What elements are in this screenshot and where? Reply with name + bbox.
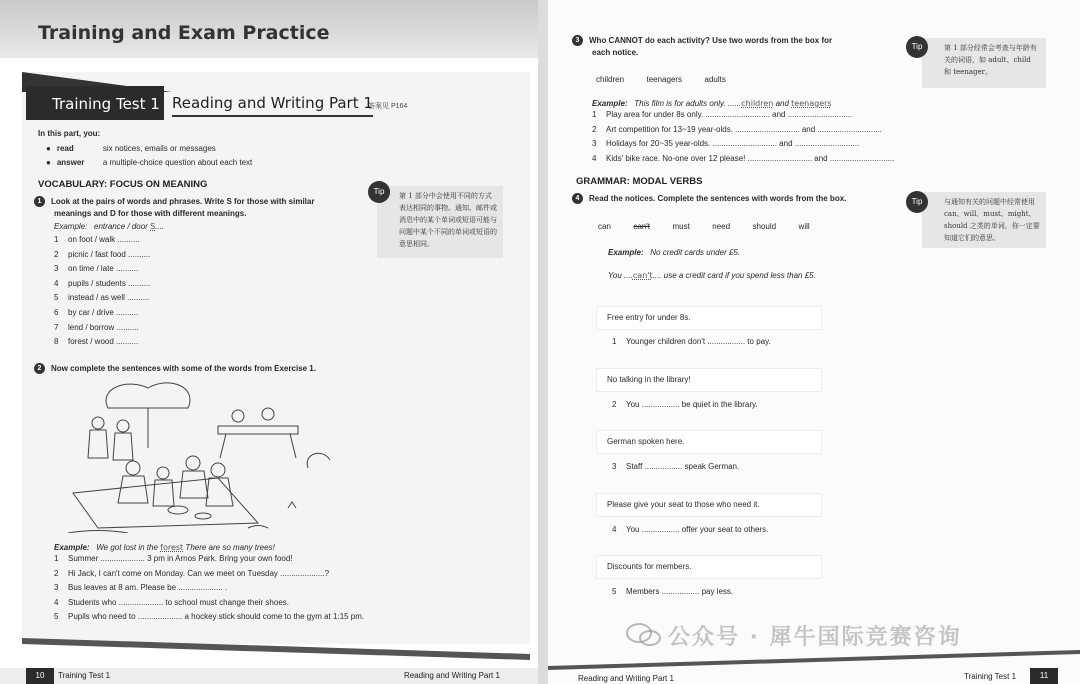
list-item: 5 Pupils who need to .................... a hockey stick should come to the gym at 1:15 pm. bbox=[54, 612, 365, 622]
notice-box: German spoken here. bbox=[596, 430, 822, 454]
list-item: 3 Staff ................. speak German. bbox=[612, 462, 740, 471]
vocab-heading: VOCABULARY: FOCUS ON MEANING bbox=[38, 179, 208, 190]
box-bottom-slant bbox=[22, 630, 530, 660]
tip-box: 与通知有关的问题中经常使用 can、will、must、might、should 之类的单词，你一定要知道它们的意思。 bbox=[922, 192, 1046, 248]
footer-left-text: Reading and Writing Part 1 bbox=[578, 674, 674, 683]
list-item: 8 forest / wood .......... bbox=[54, 337, 139, 347]
word-option: adults bbox=[704, 75, 726, 84]
footer-right-text: Training Test 1 bbox=[964, 672, 1017, 681]
word-option: teenagers bbox=[646, 75, 683, 84]
tip-badge: Tip bbox=[906, 191, 928, 213]
example-line: Example: entrance / door S.... bbox=[54, 222, 165, 231]
right-page bbox=[548, 0, 1080, 684]
example-answer: forest bbox=[160, 543, 184, 552]
tip-badge: Tip bbox=[368, 181, 390, 203]
intro-section bbox=[38, 127, 252, 171]
example-answer: S bbox=[150, 222, 156, 231]
list-item: 2 Art competition for 13~19 year-olds. ............................. and ............................. bbox=[592, 124, 882, 134]
tip-badge: Tip bbox=[906, 36, 928, 58]
word-option: will bbox=[798, 222, 810, 231]
exercise-number: 3 bbox=[572, 35, 583, 46]
list-item: 4 Students who .................... to school must change their shoes. bbox=[54, 597, 289, 607]
list-item: 1 Younger children don't ................. to pay. bbox=[612, 337, 771, 346]
page-header-title: Training and Exam Practice bbox=[38, 22, 330, 44]
word-option: must bbox=[672, 222, 690, 231]
word-option-used: can't bbox=[633, 222, 651, 231]
list-item: 4 pupils / students .......... bbox=[54, 278, 151, 288]
vocab-list bbox=[34, 235, 354, 352]
tip-box: 第 1 部分中会使用不同的方式表达相同的事物。通知、邮件或消息中的某个单词或短语可能与问题中某个不同的单词或短语的意思相同。 bbox=[377, 186, 503, 258]
footer-left-text: Training Test 1 bbox=[58, 671, 111, 680]
exercise-4-example: Example: No credit cards under £5. You ....can't.... use a credit card if you spend less than £5. bbox=[608, 248, 816, 280]
word-box bbox=[596, 69, 902, 87]
exercise-2 bbox=[54, 543, 514, 627]
list-item: 4 You ................. offer your seat to others. bbox=[612, 525, 769, 534]
list-item: 5 instead / as well .......... bbox=[54, 293, 150, 303]
word-option: children bbox=[596, 75, 625, 84]
exercise-3: 3 Who CANNOT do each activity? Use two words from the box for each notice. children teenagers adults Example: This film is for adults only. ......children and teenagers 1 Play area for under 8s only. ............................. and ............................. 2 Art competition for 13~19 year-olds. ............................. and ............................. 3 Holidays for 20~35 year-olds. ............................. and ............................. 4 Kids' bike race. No-one over 12 please! ............................. and ............................. bbox=[572, 35, 902, 168]
exercise-4-instruction: 4 Read the notices. Complete the sentences with words from the box. bbox=[572, 193, 846, 205]
exercise-1: 1 Look at the pairs of words and phrases. Write S for those with similar meanings and D for those with different meanings. Example: entrance / door S.... 1 on foot / walk .......... 2 picnic / fast food .......... 3 on time / late .......... 4 pupils / students .......... 5 instead / as well .......... 6 by car / drive .......... 7 lend / borrow .......... 8 forest / wood .......... bbox=[34, 196, 354, 352]
example-answer: can't bbox=[632, 271, 653, 280]
tip-box: 第 1 部分经常会考查与年龄有关的词语，如 adult、child 和 teenager。 bbox=[922, 38, 1046, 88]
list-item: 1 on foot / walk .......... bbox=[54, 235, 140, 244]
sentence-list bbox=[54, 554, 514, 627]
list-item: 4 Kids' bike race. No-one over 12 please! ............................. and ............................. bbox=[592, 153, 895, 163]
notice-box: Discounts for members. bbox=[596, 555, 822, 579]
notice-box: No talking in the library! bbox=[596, 368, 822, 392]
list-item: 1 Summer .................... 3 pm in Arnos Park. Bring your own food! bbox=[54, 554, 293, 563]
list-item: 7 lend / borrow .......... bbox=[54, 322, 139, 332]
notice-box: Please give your seat to those who need it. bbox=[596, 493, 822, 517]
example-line: Example: We got lost in the forest There are so many trees! bbox=[54, 543, 275, 552]
answer-reference: 答案见 P164 bbox=[368, 103, 408, 110]
part-title: Reading and Writing Part 1 bbox=[172, 94, 373, 117]
exercise-number: 4 bbox=[572, 193, 583, 204]
list-item: 3 on time / late .......... bbox=[54, 264, 139, 274]
list-item: 5 Members ................. pay less. bbox=[612, 587, 734, 596]
picnic-illustration bbox=[68, 378, 338, 533]
intro-item: ● answer a multiple-choice question about each text bbox=[46, 158, 253, 167]
word-option: need bbox=[712, 222, 731, 231]
exercise-number: 2 bbox=[34, 363, 45, 374]
modal-word-box bbox=[598, 216, 828, 234]
footer-right-text: Reading and Writing Part 1 bbox=[404, 671, 500, 680]
list-item: 1 Play area for under 8s only. ............................. and ............................. bbox=[592, 110, 853, 119]
grammar-heading: GRAMMAR: MODAL VERBS bbox=[576, 176, 703, 187]
list-item: 6 by car / drive .......... bbox=[54, 307, 139, 317]
notice-box: Free entry for under 8s. bbox=[596, 306, 822, 330]
left-page bbox=[0, 0, 538, 684]
list-item: 2 You ................. be quiet in the library. bbox=[612, 400, 758, 409]
activity-list bbox=[592, 110, 902, 168]
list-item: 3 Holidays for 20~35 year-olds. ............................. and ............................. bbox=[592, 139, 860, 149]
example-line: Example: This film is for adults only. ......children and teenagers bbox=[592, 99, 832, 108]
word-option: should bbox=[752, 222, 777, 231]
list-item: 3 Bus leaves at 8 am. Please be .................... . bbox=[54, 583, 228, 593]
training-test-banner: Training Test 1 bbox=[26, 86, 164, 120]
list-item: 2 picnic / fast food .......... bbox=[54, 249, 151, 259]
intro-heading: In this part, you: bbox=[38, 129, 101, 138]
watermark: 公众号 · 犀牛国际竞赛咨询 bbox=[668, 625, 962, 650]
word-option: can bbox=[598, 222, 611, 231]
wechat-icon bbox=[624, 622, 664, 648]
exercise-number: 1 bbox=[34, 196, 45, 207]
exercise-2-instruction: 2 Now complete the sentences with some of the words from Exercise 1. bbox=[34, 363, 316, 375]
page-number: 11 bbox=[1030, 668, 1058, 684]
list-item: 2 Hi Jack, I can't come on Monday. Can we meet on Tuesday ....................? bbox=[54, 568, 330, 578]
page-number: 10 bbox=[26, 668, 54, 684]
intro-item: ● read six notices, emails or messages bbox=[46, 143, 216, 153]
